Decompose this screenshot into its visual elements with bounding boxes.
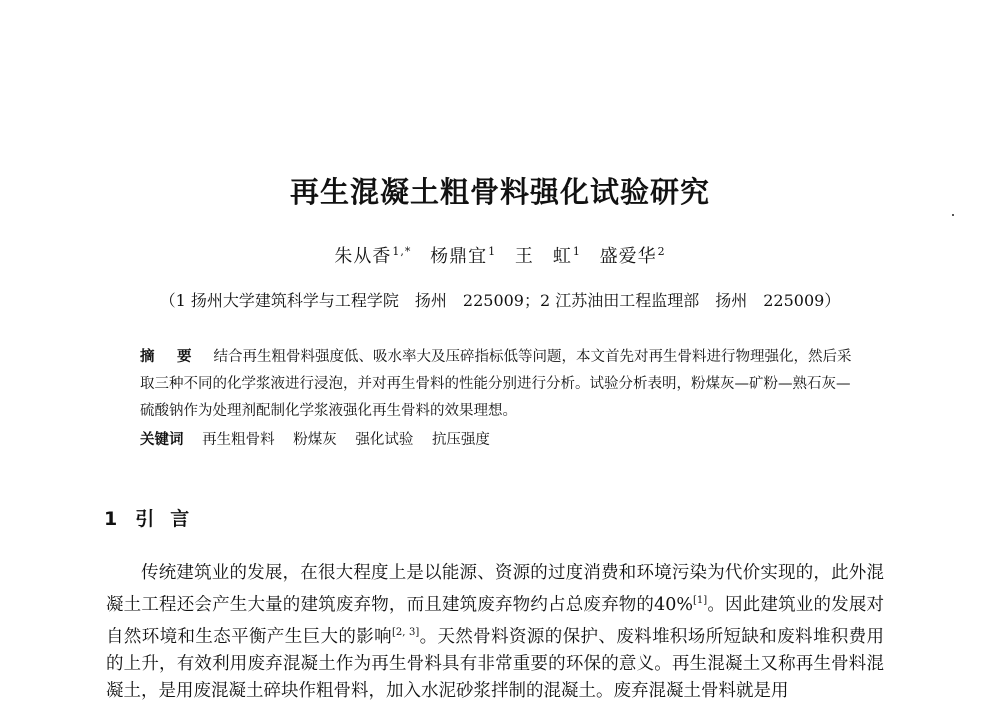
scan-speck [952, 214, 954, 216]
body-text: 传统建筑业的发展，在很大程度上是以能源、资源的过度消费和环境污染为代价实现的，此外混凝土工程还会产生大量的建筑废弃物，而且建筑废弃物约占总废弃物的40% [106, 563, 884, 615]
body-text: 。天然骨料资源的保护、废料堆积场所短缺和废料堆积费用的上升，有效利用废弃混凝土作为再生骨料具有非常重要的环保的意义。再生混凝土又称再生骨料混凝土，是用废混凝土碎块作粗骨料，加入水泥砂浆拌制的混凝土。废弃混凝土骨料就是用 [106, 626, 885, 701]
keyword: 粉煤灰 [293, 432, 337, 448]
abstract-text: 结合再生粗骨料强度低、吸水率大及压碎指标低等问题，本文首先对再生骨料进行物理强化，然后采取三种不同的化学浆液进行浸泡，并对再生骨料的性能分别进行分析。试验分析表明，粉煤灰—矿粉—熟石灰—硫酸钠作为处理剂配制化学浆液强化再生骨料的效果理想。 [140, 349, 852, 419]
author-affil-mark: 2 [657, 245, 666, 258]
body-text: 。因此建筑业的发展对自然环境和生态平衡产生巨大的影响 [106, 594, 884, 647]
body-paragraph [106, 560, 884, 705]
keywords [140, 428, 860, 449]
author-name: 盛爱华 [599, 246, 657, 267]
author [600, 246, 666, 267]
keyword: 抗压强度 [431, 432, 490, 448]
author-affil-mark: 1 [572, 245, 581, 258]
citation: [2, 3] [392, 626, 420, 638]
author-name: 朱从香 [334, 246, 392, 267]
section-heading [104, 504, 205, 531]
author-affil-mark: 1 [488, 245, 497, 258]
author-name: 王 虹 [514, 246, 572, 267]
author [334, 246, 411, 267]
affiliation: （1 扬州大学建筑科学与工程学院 扬州 225009；2 江苏油田工程监理部 扬州 225009） [159, 291, 841, 310]
keywords-label: 关键词 [140, 431, 184, 448]
section-title: 引言 [135, 508, 206, 530]
author-list [0, 242, 1000, 268]
abstract [140, 343, 860, 425]
author [515, 246, 581, 267]
author [430, 246, 496, 267]
keyword: 再生粗骨料 [202, 432, 275, 448]
section-number: 1 [104, 508, 118, 530]
keyword: 强化试验 [355, 432, 414, 448]
citation: [1] [693, 595, 708, 606]
abstract-label: 摘 要 [140, 348, 196, 365]
author-affil-mark: 1,* [392, 245, 412, 258]
paper-title: 再生混凝土粗骨料强化试验研究 [289, 175, 710, 209]
author-name: 杨鼎宜 [430, 246, 488, 267]
